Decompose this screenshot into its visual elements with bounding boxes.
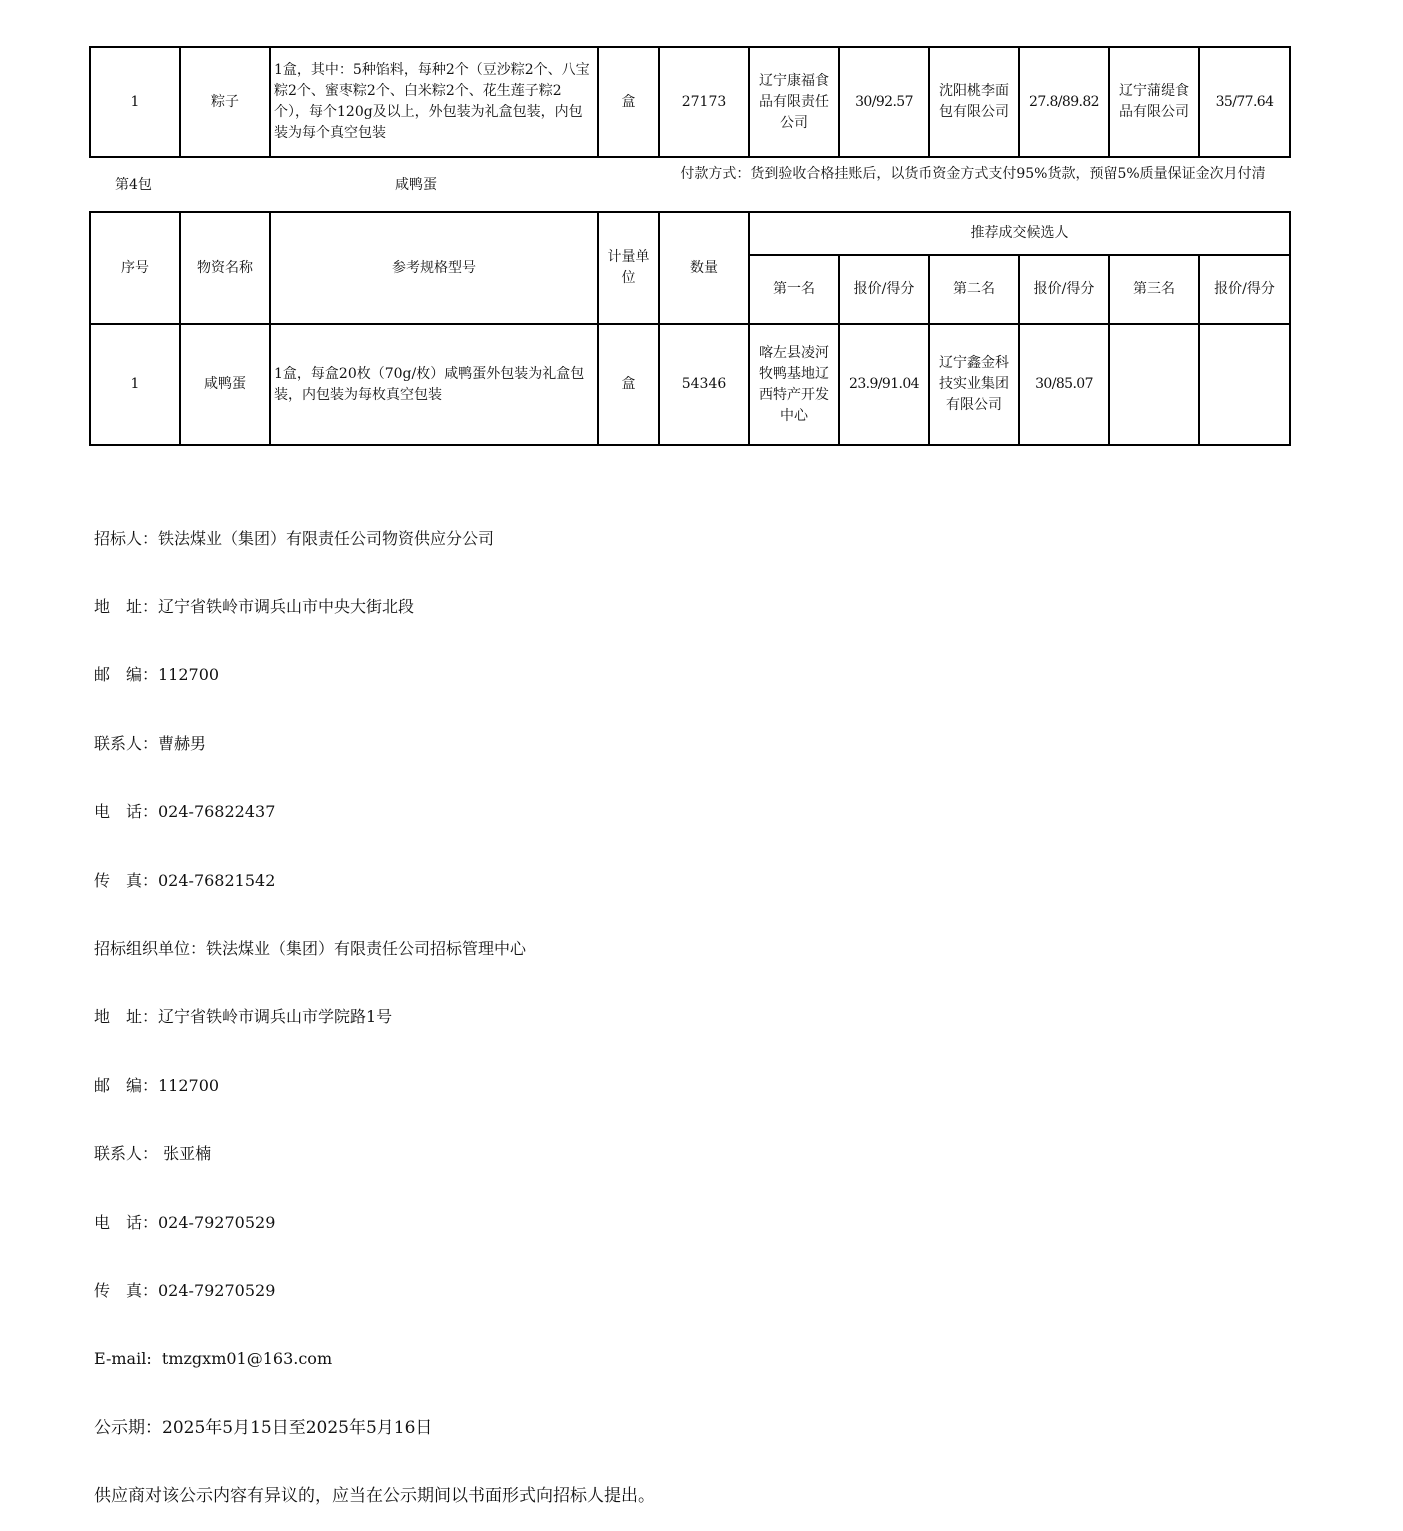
second-candidate-score: 30/85.07 <box>1019 324 1109 445</box>
header-candidates: 推荐成交候选人 <box>749 212 1290 255</box>
header-second: 第二名 <box>929 255 1019 324</box>
tenderer-postcode-line: 邮 编：112700 <box>94 665 220 685</box>
item-unit: 盒 <box>598 47 659 157</box>
header-no: 序号 <box>90 212 180 324</box>
zongzi-results-table <box>89 46 1291 158</box>
third-candidate-score <box>1199 324 1290 445</box>
agency-fax-line: 传 真：024-79270529 <box>94 1280 276 1300</box>
item-spec: 1盒，每盒20枚（70g/枚）咸鸭蛋外包装为礼盒包装，内包装为每枚真空包装 <box>270 324 598 445</box>
tenderer-phone-line: 电 话：024-76822437 <box>94 802 276 822</box>
item-quantity: 27173 <box>659 47 749 157</box>
item-name: 粽子 <box>180 47 270 157</box>
tenderer-address-line: 地 址：辽宁省铁岭市调兵山市中央大街北段 <box>94 596 415 616</box>
third-candidate-score: 35/77.64 <box>1199 47 1290 157</box>
contact-info <box>94 482 655 1531</box>
first-candidate: 喀左县凌河牧鸭基地辽西特产开发中心 <box>749 324 839 445</box>
header-qty: 数量 <box>659 212 749 324</box>
agency-contact-line: 联系人： 张亚楠 <box>94 1144 212 1164</box>
header-third: 第三名 <box>1109 255 1199 324</box>
package-header <box>89 164 1289 208</box>
header-second-score: 报价/得分 <box>1019 255 1109 324</box>
third-candidate: 辽宁蒲缇食品有限公司 <box>1109 47 1199 157</box>
payment-terms: 付款方式：货到验收合格挂账后，以货币资金方式支付95%货款，预留5%质量保证金次月付清 <box>680 166 1266 182</box>
first-candidate-score: 30/92.57 <box>839 47 929 157</box>
package-number: 第4包 <box>115 177 152 193</box>
objection-notice-line: 供应商对该公示内容有异议的，应当在公示期间以书面形式向招标人提出。 <box>94 1486 655 1507</box>
salted-egg-results-table <box>89 211 1291 446</box>
package-name: 咸鸭蛋 <box>395 177 437 193</box>
table-row <box>90 324 1290 445</box>
agency-postcode-line: 邮 编：112700 <box>94 1075 220 1095</box>
tenderer-contact-line: 联系人：曹赫男 <box>94 733 207 753</box>
header-name: 物资名称 <box>180 212 270 324</box>
email-line: E-mail: tmzgxm01@163.com <box>94 1349 333 1369</box>
header-unit: 计量单位 <box>598 212 659 324</box>
item-quantity: 54346 <box>659 324 749 445</box>
header-third-score: 报价/得分 <box>1199 255 1290 324</box>
row-number: 1 <box>90 47 180 157</box>
tenderer-fax-line: 传 真：024-76821542 <box>94 870 276 890</box>
second-candidate-score: 27.8/89.82 <box>1019 47 1109 157</box>
third-candidate <box>1109 324 1199 445</box>
item-name: 咸鸭蛋 <box>180 324 270 445</box>
table-header-row <box>90 212 1290 255</box>
publicity-period-line: 公示期：2025年5月15日至2025年5月16日 <box>94 1417 433 1438</box>
first-candidate: 辽宁康福食品有限责任公司 <box>749 47 839 157</box>
item-spec: 1盒，其中：5种馅料，每种2个（豆沙粽2个、八宝粽2个、蜜枣粽2个、白米粽2个、花生莲子粽2个），每个120g及以上，外包装为礼盒包装，内包装为每个真空包装 <box>270 47 598 157</box>
tenderer-line: 招标人：铁法煤业（集团）有限责任公司物资供应分公司 <box>94 528 495 548</box>
agency-line: 招标组织单位：铁法煤业（集团）有限责任公司招标管理中心 <box>94 938 527 958</box>
header-first-score: 报价/得分 <box>839 255 929 324</box>
header-spec: 参考规格型号 <box>270 212 598 324</box>
second-candidate: 沈阳桃李面包有限公司 <box>929 47 1019 157</box>
second-candidate: 辽宁鑫金科技实业集团有限公司 <box>929 324 1019 445</box>
row-number: 1 <box>90 324 180 445</box>
item-unit: 盒 <box>598 324 659 445</box>
first-candidate-score: 23.9/91.04 <box>839 324 929 445</box>
agency-phone-line: 电 话：024-79270529 <box>94 1212 276 1232</box>
table-row <box>90 47 1290 157</box>
header-first: 第一名 <box>749 255 839 324</box>
agency-address-line: 地 址：辽宁省铁岭市调兵山市学院路1号 <box>94 1007 393 1027</box>
